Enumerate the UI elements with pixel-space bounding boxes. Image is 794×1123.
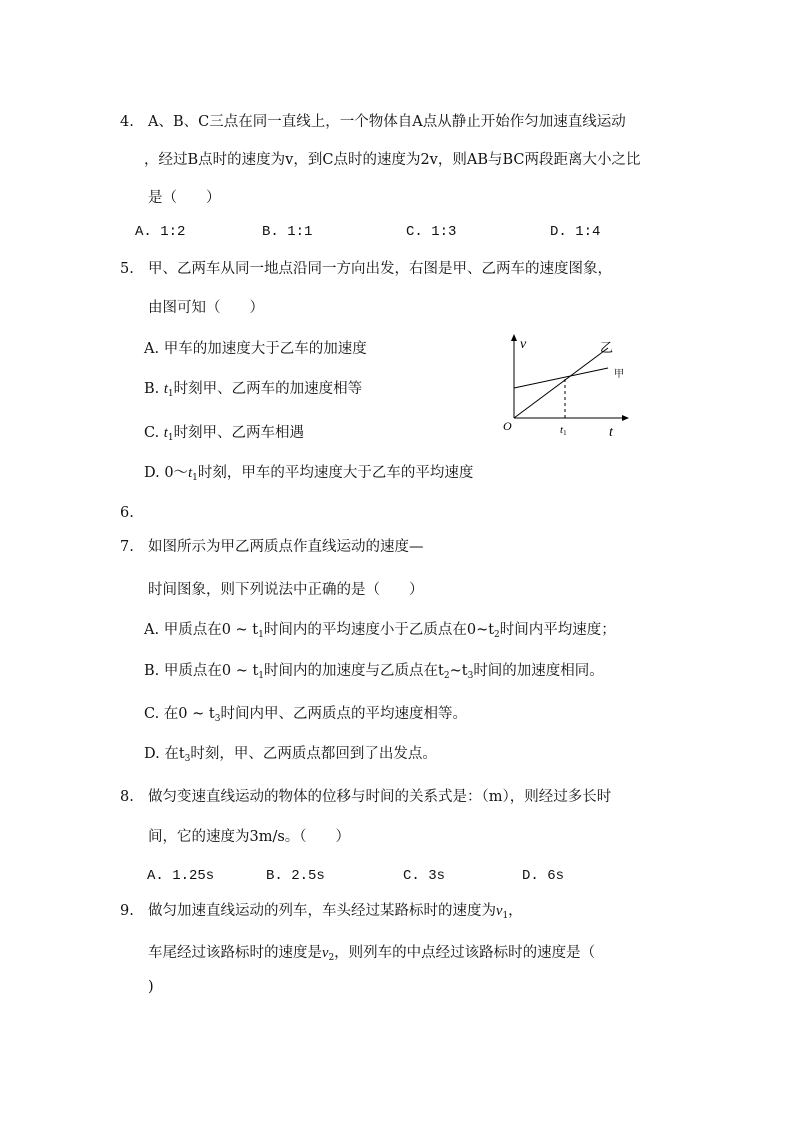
line-jia [514, 368, 608, 388]
q5-option-d: D. $0\sim t_1$时刻，甲车的平均速度大于乙车的平均速度 [144, 465, 474, 483]
q5-line2: 由图可知（ ） [148, 300, 264, 316]
q5-line1: 甲、乙两车从同一地点沿同一方向出发，右图是甲、乙两车的速度图象， [148, 261, 612, 277]
q6-number: 6. [120, 505, 134, 521]
q7-option-b: B. 甲质点在0 ~ $t_1$时间内的加速度与乙质点在$t_2\sim t_3$时间的加速度相同。 [144, 663, 604, 681]
q4-option-c: C. 1:3 [406, 224, 457, 240]
q8-number: 8. [120, 789, 134, 805]
vt-graph [500, 330, 640, 442]
q7-line2: 时间图象，则下列说法中正确的是（ ） [148, 582, 424, 598]
y-axis-label: v [520, 337, 527, 352]
q5-option-a: A. 甲车的加速度大于乙车的加速度 [144, 341, 367, 357]
q8-option-b: B. 2.5s [266, 868, 325, 884]
q4-line2: ，经过B点时的速度为v，到C点时的速度为2v，则AB与BC两段距离大小之比 [144, 152, 641, 168]
q4-line3: 是（ ） [148, 190, 221, 206]
y-axis-arrow [511, 334, 517, 341]
jia-label: 甲 [614, 369, 624, 380]
q8-option-d: D. 6s [522, 868, 565, 884]
q7-option-a: A. 甲质点在0 ~ $t_1$时间内的平均速度小于乙质点在$0\sim t_2$时间内平均速度； [144, 622, 616, 640]
x-axis-label: t [609, 425, 613, 440]
t1-label: t1 [560, 424, 567, 437]
q8-option-c: C. 3s [403, 868, 446, 884]
q5-number: 5. [120, 261, 134, 277]
q9-line1: 做匀加速直线运动的列车，车头经过某路标时的速度为$v_1$， [148, 903, 523, 921]
q7-line1: 如图所示为甲乙两质点作直线运动的速度— [148, 539, 424, 555]
q7-number: 7. [120, 539, 134, 555]
q4-option-d: D. 1:4 [550, 224, 601, 240]
q8-option-a: A. 1.25s [147, 868, 215, 884]
q5-option-b: B. $t_1$时刻甲、乙两车的加速度相等 [144, 381, 363, 399]
q4-option-a: A. 1:2 [135, 224, 186, 240]
line-yi [514, 348, 608, 418]
q7-option-c: C. 在0 ~ $t_3$时间内甲、乙两质点的平均速度相等。 [144, 706, 467, 724]
q9-line3: ) [148, 979, 154, 995]
q4-line1: A、B、C三点在同一直线上，一个物体自A点从静止开始作匀加速直线运动 [148, 114, 626, 130]
q4-option-b: B. 1:1 [262, 224, 313, 240]
x-axis-arrow [622, 415, 629, 421]
q9-number: 9. [120, 903, 134, 919]
q7-option-d: D. 在$t_3$时刻，甲、乙两质点都回到了出发点。 [144, 746, 437, 764]
q8-line2: 间，它的速度为3m/s。（ ） [148, 829, 351, 845]
q5-option-c: C. $t_1$时刻甲、乙两车相遇 [144, 425, 305, 443]
q4-number: 4. [120, 114, 134, 130]
q8-line1: 做匀变速直线运动的物体的位移与时间的关系式是：（m），则经过多长时 [148, 789, 612, 805]
yi-label: 乙 [600, 340, 614, 355]
q9-line2: 车尾经过该路标时的速度是$v_2$，则列车的中点经过该路标时的速度是（ [148, 945, 596, 963]
origin-label: O [503, 419, 512, 433]
